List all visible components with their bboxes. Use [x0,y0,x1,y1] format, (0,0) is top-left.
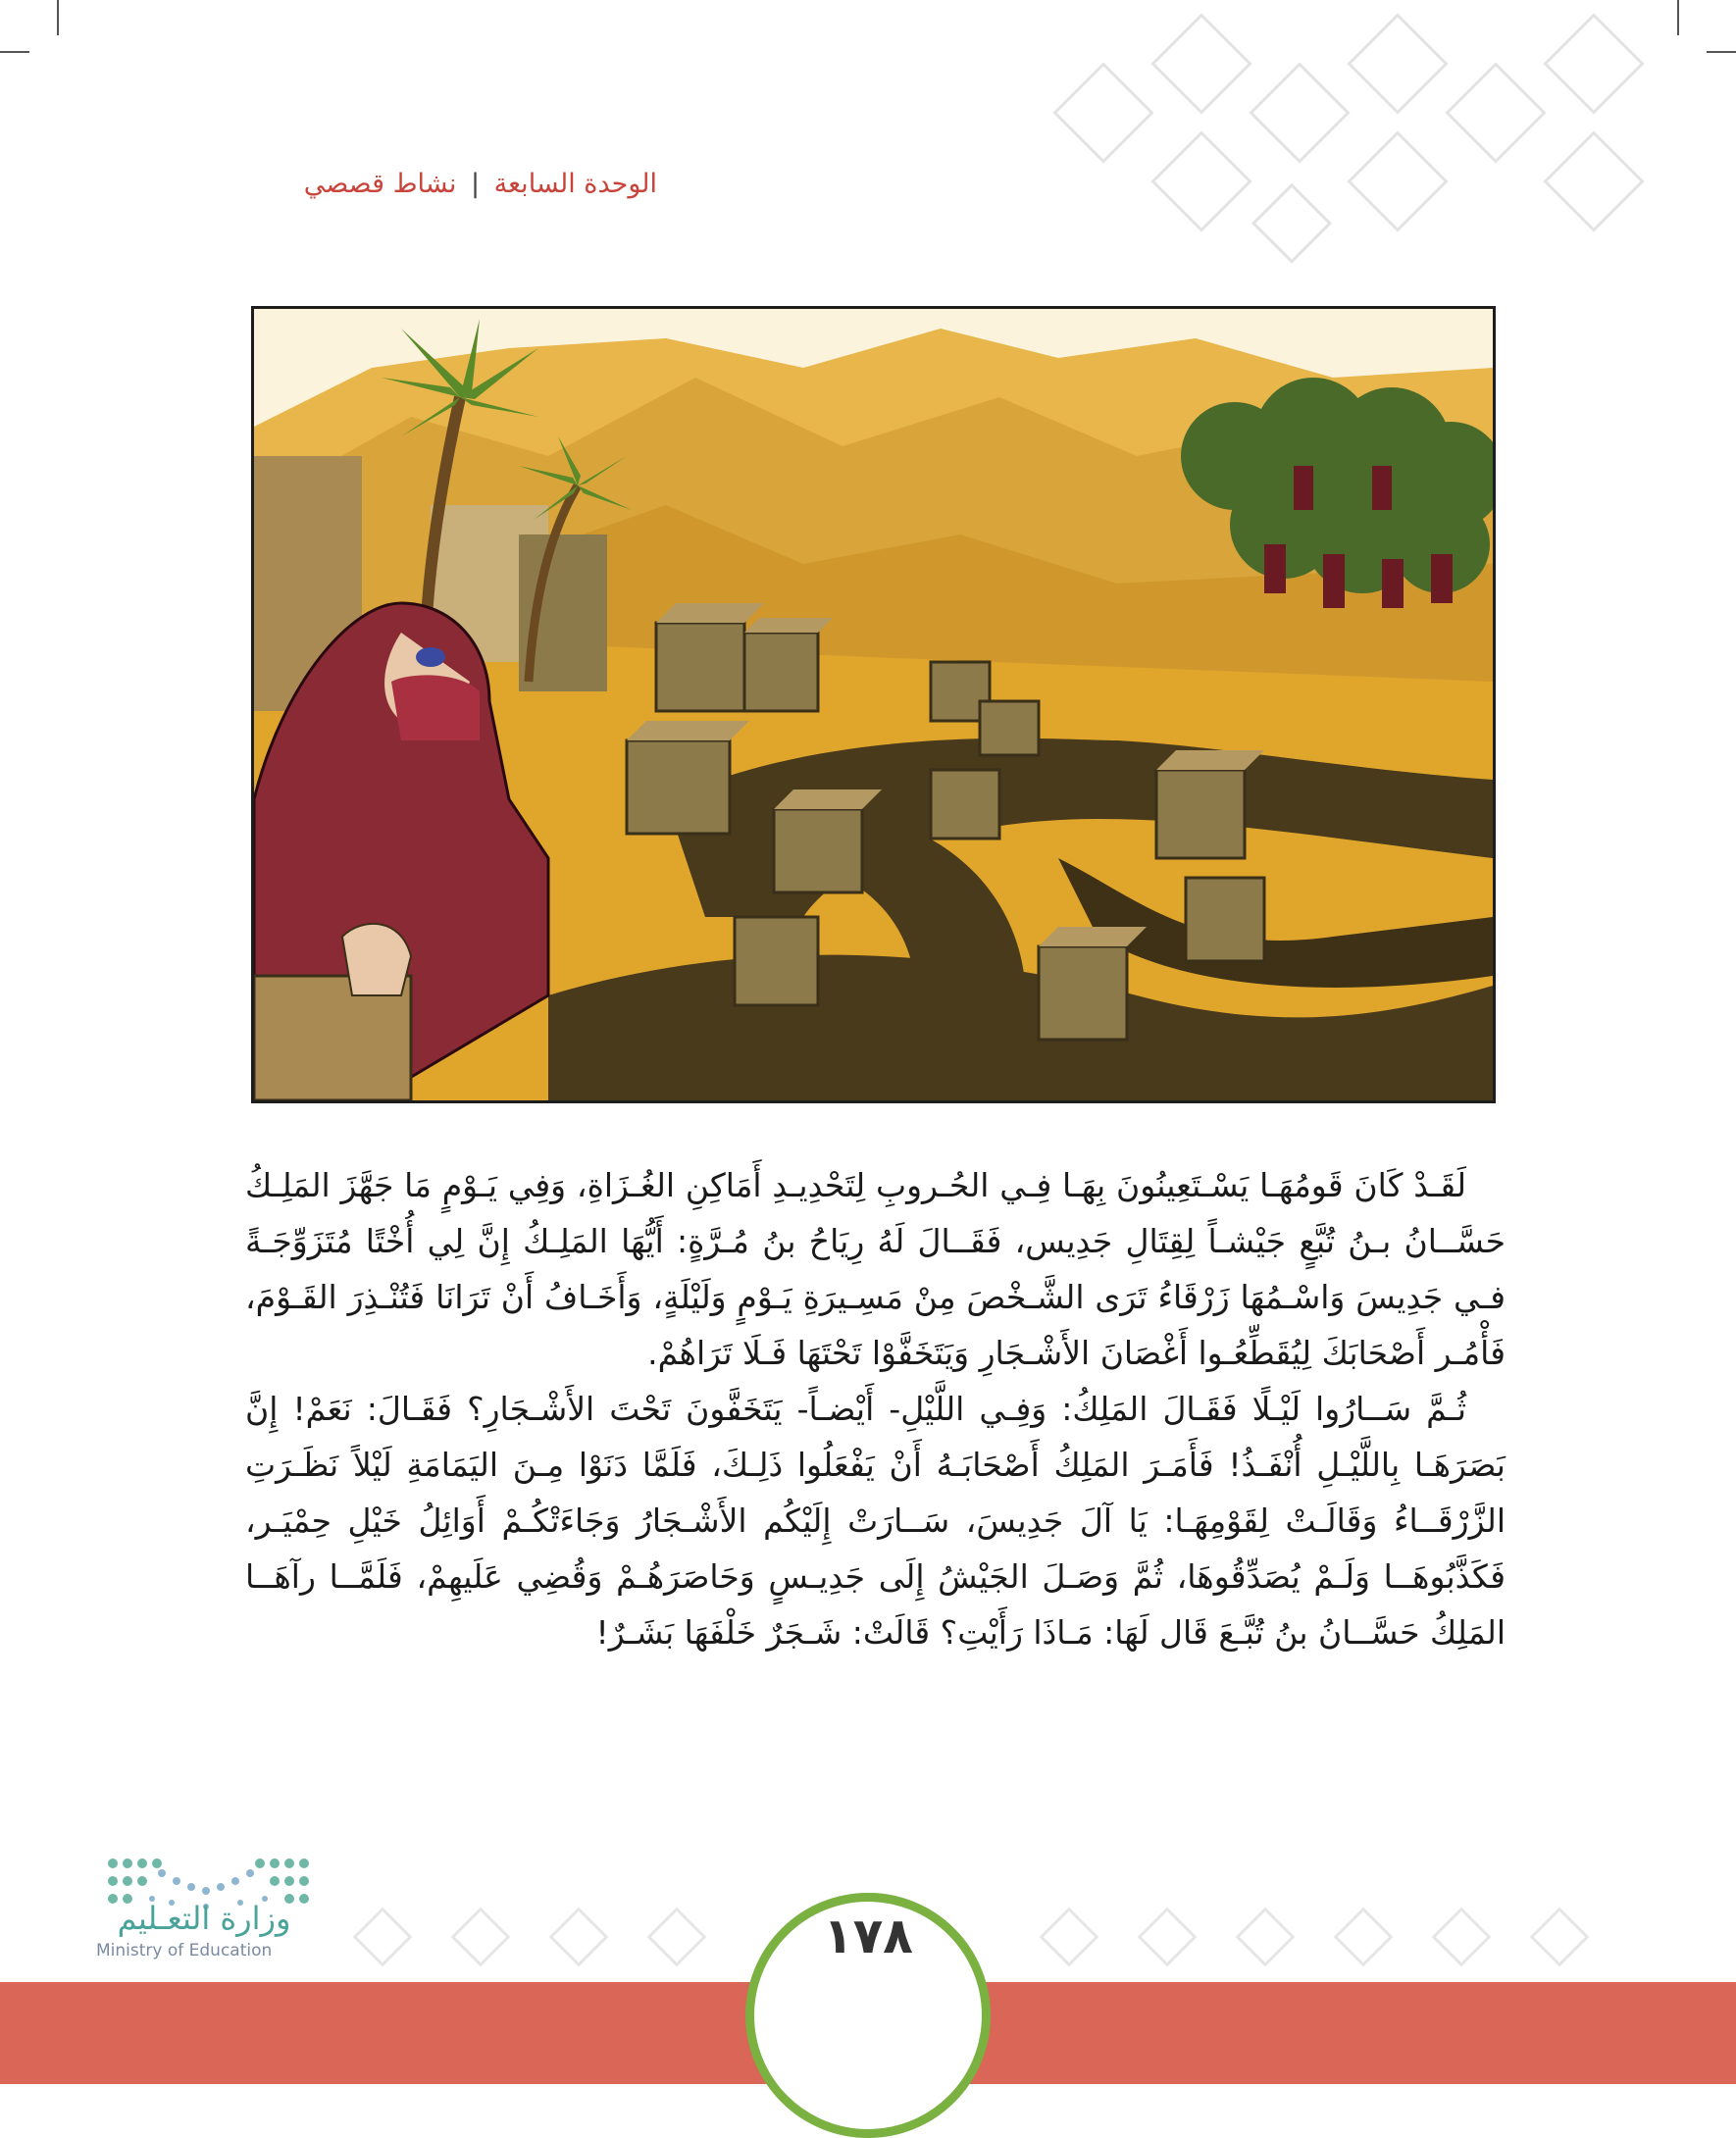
desert-village-illustration [251,306,1496,1103]
page-number: ١٧٨ [823,1908,913,1964]
activity-title: نشاط قصصي [303,169,457,199]
ministry-year: 2025 - 1447 [96,1961,180,1977]
unit-title: الوحدة السابعة [493,169,657,199]
story-paragraph: ثُـمَّ سَــارُوا لَيْـلًا فَقَـالَ المَلِكُ: وَفِـي اللَّيْلِ- أَيْضـاً- يَتَخَفَّونَ تَحْتَ الأَشْـجَارِ؟ فَقَـالَ: نَعَمْ! إِنَّ بَصَرَهَـا بِاللَّيْـلِ أُنْفَـذُ! فَأَمَـرَ المَلِكُ أَصْحَابَـهُ أَنْ يَفْعَلُوا ذَلِـكَ، فَلَمَّا دَنَوْا مِـنَ اليَمَامَةِ لَيْلاً نَظَـرَتِ الزَّرْقَــاءُ وَقَالَـتْ لِقَوْمِهَـا: يَا آلَ جَدِيسَ، سَــارَتْ إِلَيْكُم الأَشْـجَارُ وَجَاءَتْكُـمْ أَوَائِلُ خَيْلِ حِمْيَـر، فَكَذَّبُوهَــا وَلَـمْ يُصَدِّقُوهَا، ثُمَّ وَصَـلَ الجَيْشُ إِلَى جَدِيـسٍ وَحَاصَرَهُـمْ وَقُضِي عَلَيهِمْ، فَلَمَّــا رآهَــا المَلِكُ حَسَّــانُ بنُ تُبَّـعَ قَال لَهَا: مَـاذَا رَأَيْتِ؟ قَالَتْ: شَـجَرٌ خَلْفَهَا بَشَـرٌ! [245,1390,1506,1652]
story-text [245,1157,1506,1660]
story-paragraph: لَقَـدْ كَانَ قَومُهَـا يَسْـتَعِينُونَ بِهَـا فِـي الحُـروبِ لِتَحْدِيـدِ أَمَاكِنِ الغُـزَاةِ، وَفِي يَـوْمٍ مَا جَهَّزَ المَلِـكُ حَسَّــانُ بـنُ تُبَّعٍ جَيْشـاً لِقِتَالِ جَدِيس، فَقَــالَ لَهُ رِيَاحُ بنُ مُـرَّةٍ: أَيُّهَا المَلِـكُ إِنَّ لِي أُخْتًا مُتَزَوِّجَـةً فـي جَدِيسَ وَاسْـمُهَا زَرْقَاءُ تَرَى الشَّـخْصَ مِنْ مَسِـيرَةِ يَـوْمٍ وَلَيْلَةٍ، وَأَخَـافُ أَنْ تَرَانَا فَتُنْـذِرَ القَـوْمَ، فَأْمُـر أَصْحَابَكَ لِيُقَطِّعُـوا أَغْصَانَ الأَشْـجَارِ وَيَتَخَفَّوْا تَحْتَهَا فَـلَا تَرَاهُمْ. [245,1166,1506,1372]
diamond-pattern-icon [324,1878,1697,1976]
ministry-name-english: Ministry of Education [96,1941,273,1960]
header-separator: | [470,169,481,199]
crop-mark [57,0,59,35]
ministry-name-arabic: وزارة التعـليم [117,1900,291,1937]
crop-mark [0,51,29,53]
diamond-pattern-icon [1030,0,1736,294]
page-header [235,169,657,199]
